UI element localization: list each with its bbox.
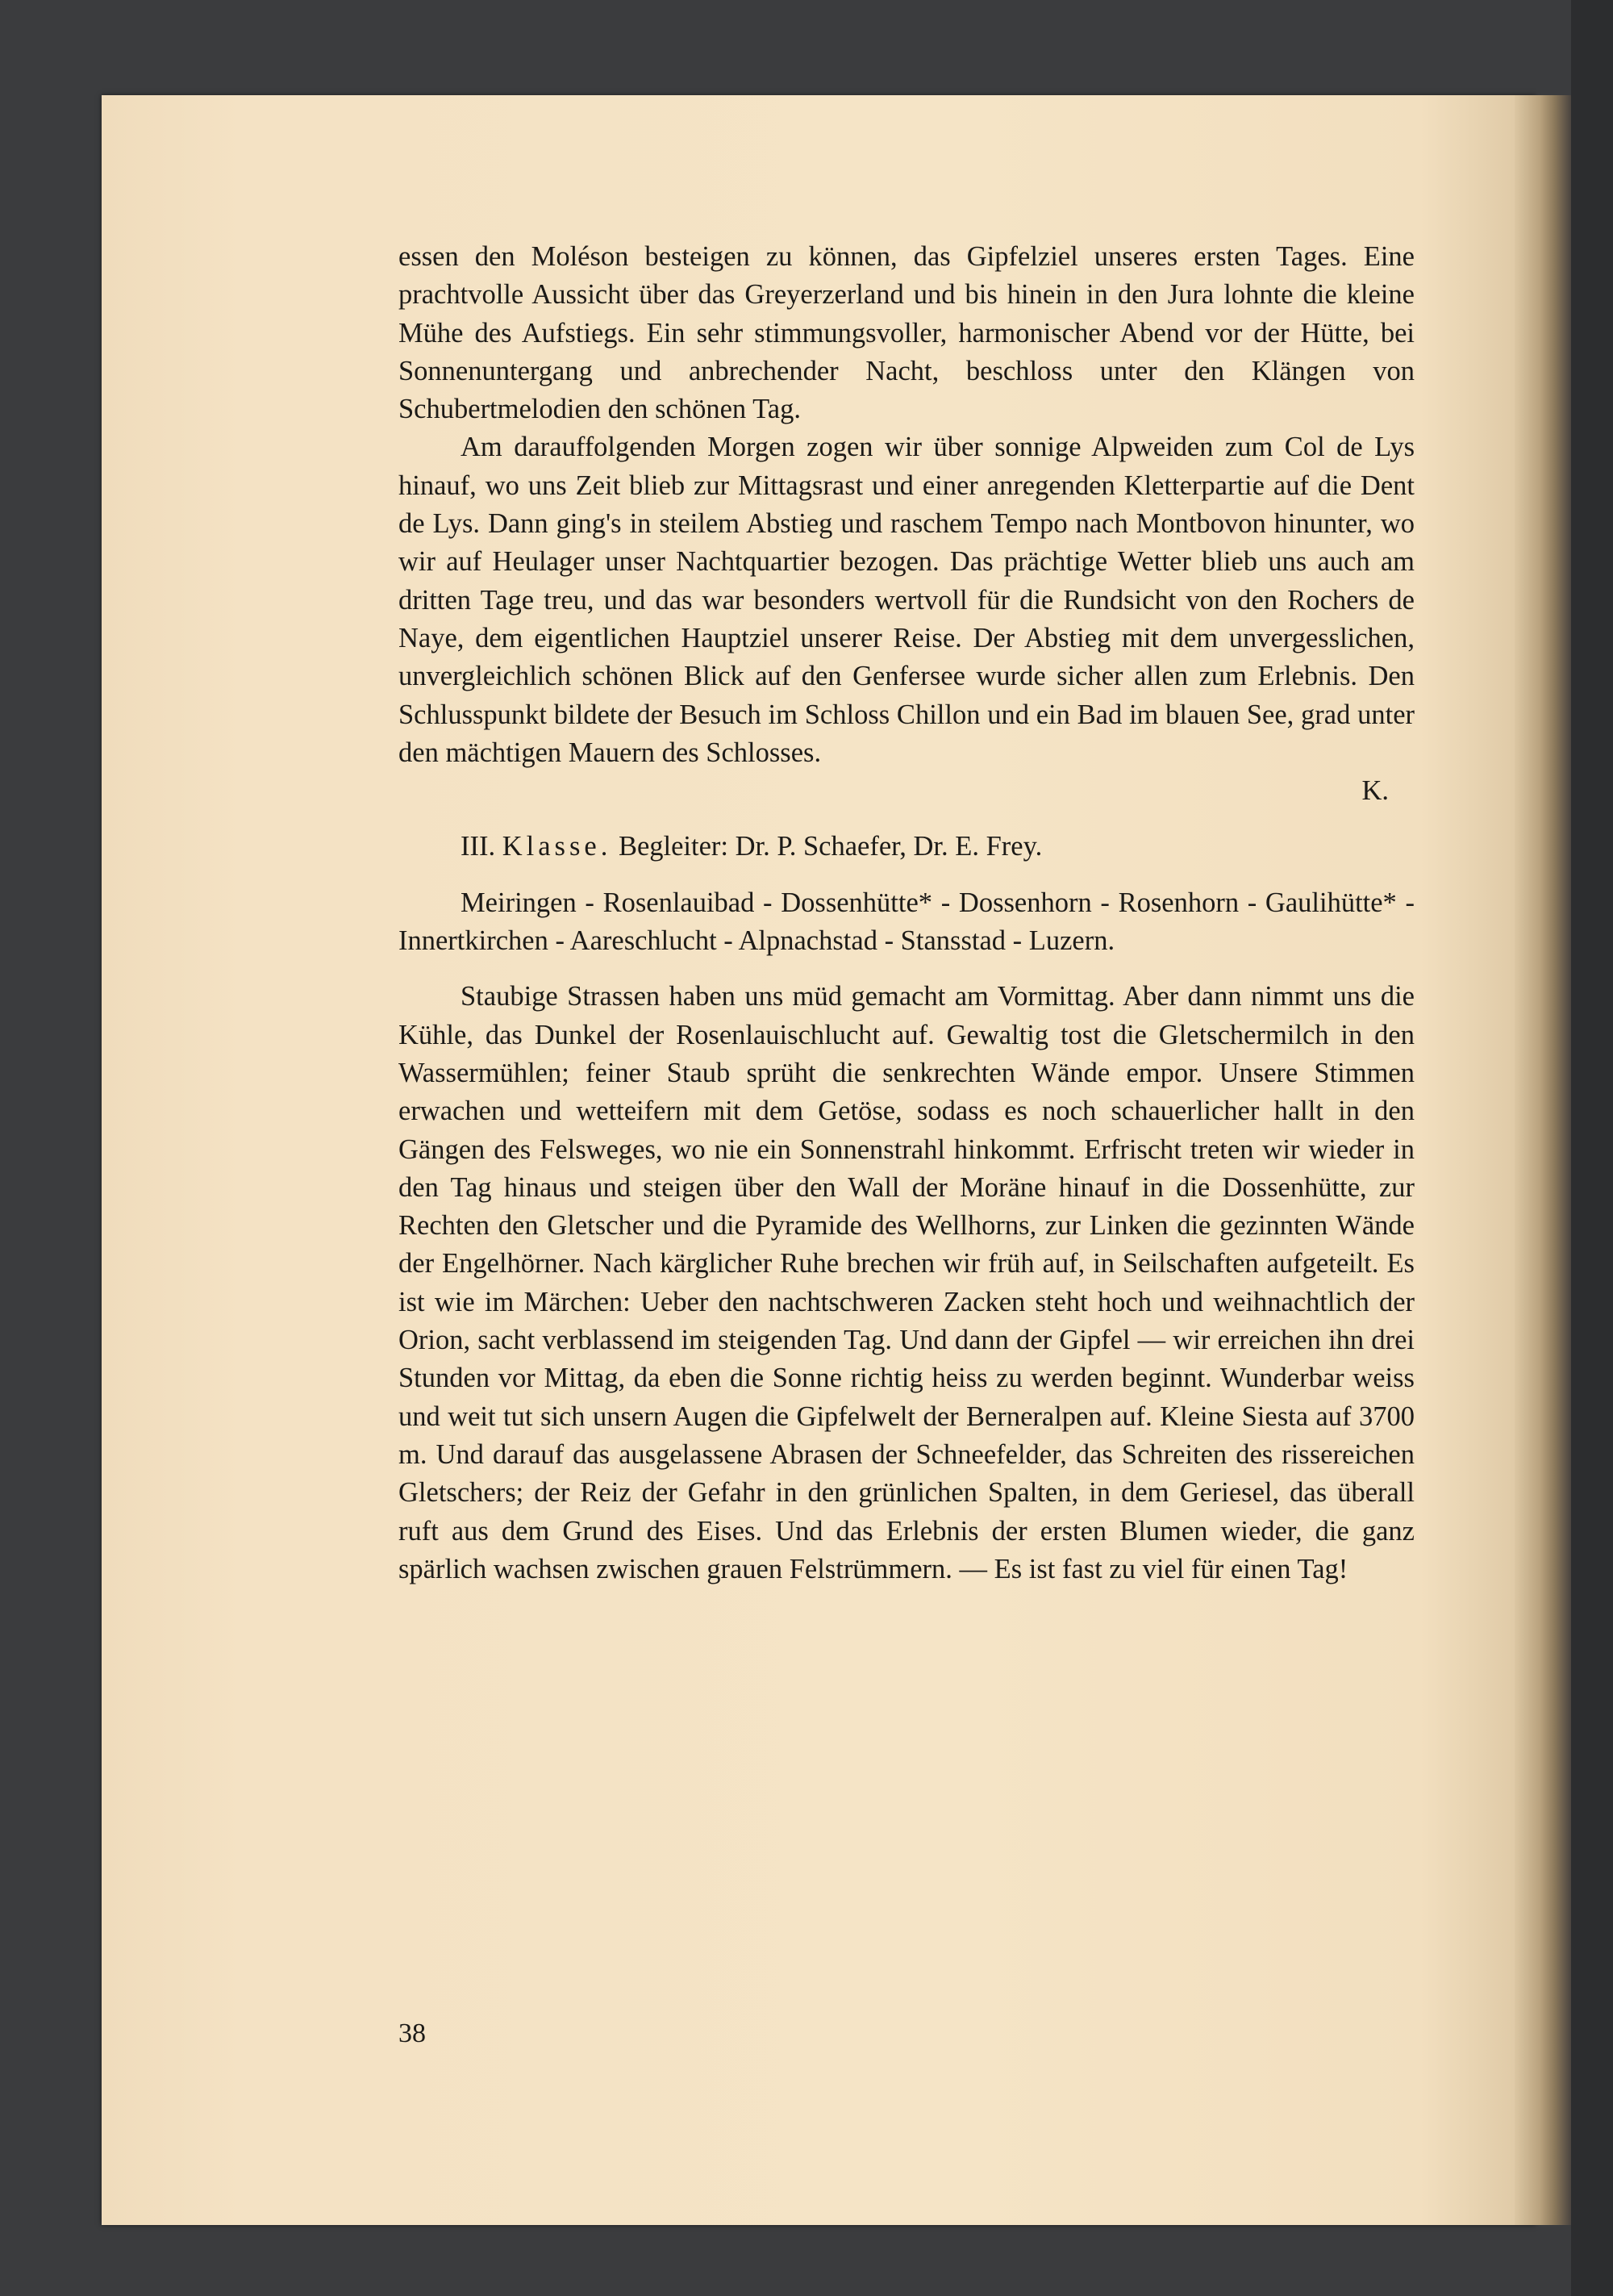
klasse-heading	[398, 828, 1415, 866]
signature: K.	[1361, 775, 1389, 807]
book-spine	[1515, 95, 1571, 2225]
paragraph-1: essen den Moléson besteigen zu können, das Gipfelziel unseres ersten Tages. Eine prachtvolle Aussicht über das Greyerzerland und bis hinein in den Jura lohnte die kleine Mühe des Aufstiegs. Ein sehr stimmungsvoller, harmonischer Abend vor der Hütte, bei Sonnenuntergang und anbrechender Nacht, beschloss unter den Klängen von Schubertmelodien den schönen Tag.	[398, 241, 1415, 425]
klasse-word: Klasse.	[502, 831, 612, 862]
signature-row	[398, 772, 1415, 810]
paragraph-2: Am darauffolgenden Morgen zogen wir über sonnige Alpweiden zum Col de Lys hinauf, wo uns Zeit blieb zur Mittagsrast und einer anregenden Kletterpartie auf die Dent de Lys. Dann ging's in steilem Abstieg und raschem Tempo nach Montbovon hinunter, wo wir auf Heulager unser Nachtquartier bezogen. Das prächtige Wetter blieb uns auch am dritten Tage treu, und das war besonders wertvoll für die Rundsicht von den Rochers de Naye, dem eigentlichen Hauptziel unserer Reise. Der Abstieg mit dem unvergesslichen, unvergleichlich schönen Blick auf den Genfersee wurde sicher allen zum Erlebnis. Den Schlusspunkt bildete der Besuch im Schloss Chillon und ein Bad im blauen See, grad unter den mächtigen Mauern des Schlosses.	[398, 432, 1415, 768]
scan-background-edge	[1571, 0, 1613, 2296]
klasse-number: III.	[461, 831, 496, 862]
klasse-companions: Begleiter: Dr. P. Schaefer, Dr. E. Frey.	[618, 831, 1043, 862]
page-number: 38	[398, 2018, 426, 2048]
paragraph-3: Staubige Strassen haben uns müd gemacht am Vormittag. Aber dann nimmt uns die Kühle, das Dunkel der Rosenlauischlucht auf. Gewaltig tost die Gletschermilch in den Wassermühlen; feiner Staub sprüht die senkrechten Wände empor. Unsere Stimmen erwachen und wetteifern mit dem Getöse, sodass es noch schauerlicher hallt in den Gängen des Felsweges, wo nie ein Sonnenstrahl hinkommt. Erfrischt treten wir wieder in den Tag hinaus und steigen über den Wall der Moräne hinauf in die Dossenhütte, zur Rechten den Gletscher und die Pyramide des Wellhorns, zur Linken die gezinnten Wände der Engelhörner. Nach kärglicher Ruhe brechen wir früh auf, in Seilschaften aufgeteilt. Es ist wie im Märchen: Ueber den nachtschweren Zacken steht hoch und weihnachtlich der Orion, sacht verblassend im steigenden Tag. Und dann der Gipfel — wir erreichen ihn drei Stunden vor Mittag, da eben die Sonne richtig heiss zu werden beginnt. Wunderbar weiss und weit tut sich unsern Augen die Gipfelwelt der Berneralpen auf. Kleine Siesta auf 3700 m. Und darauf das ausgelassene Abrasen der Schneefelder, das Schreiten des rissereichen Gletschers; der Reiz der Gefahr in den grünlichen Spalten, in dem Geriesel, das überall ruft aus dem Grund des Eises. Und das Erlebnis der ersten Blumen wieder, die ganz spärlich wachsen zwischen grauen Felstrümmern. — Es ist fast zu viel für einen Tag!	[398, 981, 1415, 1584]
page-text	[398, 238, 1415, 1588]
route-line: Meiringen - Rosenlauibad - Dossenhütte* - Dossenhorn - Rosenhorn - Gaulihütte* - Innertkirchen - Aareschlucht - Alpnachstad - Stansstad - Luzern.	[398, 887, 1415, 957]
